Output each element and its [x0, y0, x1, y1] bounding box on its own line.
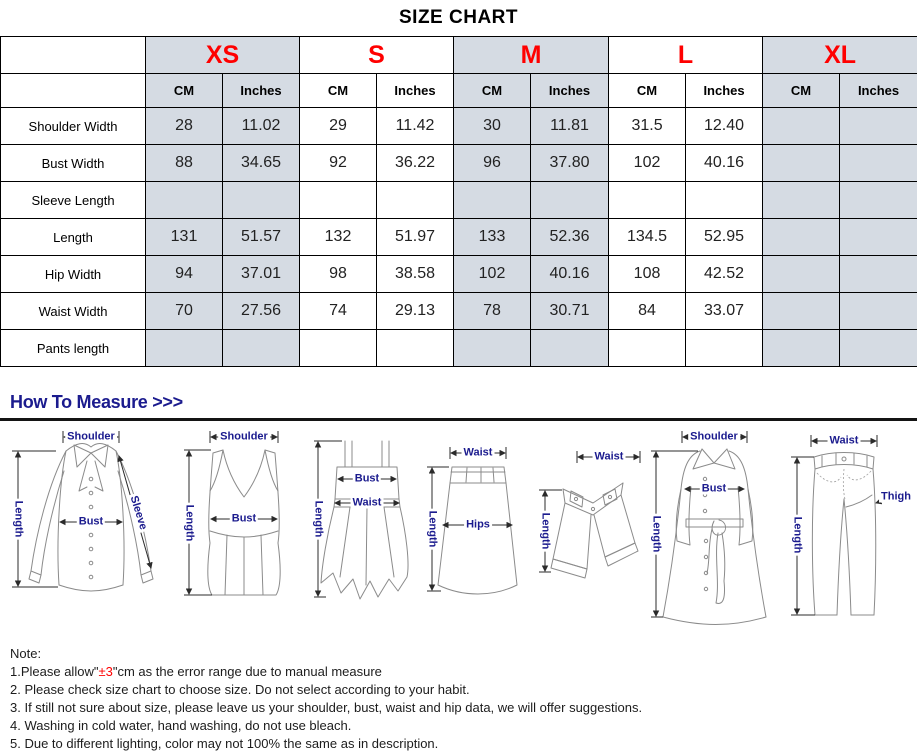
unit-header-row: [1, 74, 917, 108]
table-cell: [300, 330, 377, 367]
table-cell: [531, 330, 609, 367]
table-cell: 12.40: [686, 108, 763, 145]
measure-label-bust: Bust: [230, 514, 258, 525]
measure-label-shoulder: Shoulder: [688, 432, 740, 443]
coat-drawing: [646, 427, 781, 632]
table-cell: [840, 219, 917, 256]
table-cell: [763, 256, 840, 293]
table-cell: 11.02: [223, 108, 300, 145]
corner-cell: [1, 74, 146, 108]
measure-label-bust: Bust: [77, 517, 105, 528]
table-cell: 96: [454, 145, 531, 182]
how-to-measure-heading: How To Measure >>>: [10, 392, 917, 413]
table-row: [1, 330, 917, 367]
table-cell: 51.97: [377, 219, 454, 256]
measure-label-sleeve: Sleeve: [127, 493, 149, 533]
page-title: SIZE CHART: [0, 0, 917, 36]
table-cell: [454, 330, 531, 367]
unit-cm: CM: [146, 74, 223, 108]
row-label: Bust Width: [1, 145, 146, 182]
table-cell: [840, 108, 917, 145]
table-cell: [763, 330, 840, 367]
unit-inches: Inches: [686, 74, 763, 108]
size-header-s: S: [300, 37, 454, 74]
table-cell: 51.57: [223, 219, 300, 256]
measure-label-length: Length: [313, 499, 324, 540]
table-cell: 40.16: [531, 256, 609, 293]
table-cell: 94: [146, 256, 223, 293]
row-label: Pants length: [1, 330, 146, 367]
figure-shorts: [533, 427, 643, 632]
figure-skirt: [425, 427, 530, 632]
note1-suffix: "cm as the error range due to manual measure: [113, 664, 382, 679]
table-cell: [686, 182, 763, 219]
measure-label-length: Length: [13, 499, 24, 540]
measure-label-length: Length: [184, 503, 195, 544]
measure-label-length: Length: [540, 511, 551, 552]
table-cell: [531, 182, 609, 219]
row-label: Length: [1, 219, 146, 256]
table-cell: 42.52: [686, 256, 763, 293]
row-label: Hip Width: [1, 256, 146, 293]
corner-cell: [1, 37, 146, 74]
size-table-body: [1, 108, 917, 367]
measure-label-thigh: Thigh: [879, 492, 913, 503]
table-cell: 30.71: [531, 293, 609, 330]
table-cell: [377, 182, 454, 219]
note-item-1: [10, 663, 907, 681]
blouse-drawing: [6, 427, 176, 632]
size-header-row: [1, 37, 917, 74]
unit-inches: Inches: [840, 74, 917, 108]
unit-cm: CM: [300, 74, 377, 108]
table-cell: 52.36: [531, 219, 609, 256]
table-row: [1, 293, 917, 330]
table-cell: [300, 182, 377, 219]
row-label: Sleeve Length: [1, 182, 146, 219]
unit-inches: Inches: [531, 74, 609, 108]
table-cell: [763, 108, 840, 145]
table-cell: [609, 182, 686, 219]
table-row: [1, 145, 917, 182]
table-cell: 36.22: [377, 145, 454, 182]
size-chart-table: [0, 36, 917, 367]
table-cell: [223, 330, 300, 367]
note-item-2: 2. Please check size chart to choose size. Do not select according to your habit.: [10, 681, 907, 699]
table-cell: [840, 182, 917, 219]
size-header-l: L: [609, 37, 763, 74]
measure-label-shoulder: Shoulder: [65, 432, 117, 443]
table-cell: [686, 330, 763, 367]
table-cell: 84: [609, 293, 686, 330]
table-cell: 102: [609, 145, 686, 182]
table-cell: 40.16: [686, 145, 763, 182]
row-label: Shoulder Width: [1, 108, 146, 145]
figure-blouse: [6, 427, 176, 632]
table-cell: 34.65: [223, 145, 300, 182]
measure-label-waist: Waist: [828, 436, 861, 447]
unit-inches: Inches: [377, 74, 454, 108]
table-cell: 52.95: [686, 219, 763, 256]
measure-label-length: Length: [651, 514, 662, 555]
table-row: [1, 256, 917, 293]
table-row: [1, 182, 917, 219]
table-cell: [146, 182, 223, 219]
notes-section: [0, 635, 917, 753]
size-header-xl: XL: [763, 37, 917, 74]
measure-label-waist: Waist: [351, 498, 384, 509]
figure-dress: [312, 427, 422, 632]
table-cell: [763, 145, 840, 182]
table-cell: [840, 330, 917, 367]
note1-highlight: ±3: [98, 664, 112, 679]
table-cell: 33.07: [686, 293, 763, 330]
figure-pants: [784, 427, 911, 632]
figure-tank-top: [179, 427, 309, 632]
unit-cm: CM: [763, 74, 840, 108]
measure-label-bust: Bust: [700, 484, 728, 495]
table-cell: [377, 330, 454, 367]
measure-label-bust: Bust: [353, 474, 381, 485]
measurement-figures: [0, 421, 917, 635]
row-label: Waist Width: [1, 293, 146, 330]
table-cell: 37.80: [531, 145, 609, 182]
table-cell: 131: [146, 219, 223, 256]
table-cell: 133: [454, 219, 531, 256]
measure-label-length: Length: [792, 515, 803, 556]
table-cell: [146, 330, 223, 367]
note-item-5: 5. Due to different lighting, color may not 100% the same as in description.: [10, 735, 907, 753]
table-cell: 70: [146, 293, 223, 330]
table-cell: 30: [454, 108, 531, 145]
note1-prefix: 1.Please allow": [10, 664, 98, 679]
table-cell: [840, 256, 917, 293]
unit-cm: CM: [609, 74, 686, 108]
table-cell: 11.81: [531, 108, 609, 145]
table-cell: [454, 182, 531, 219]
table-cell: 134.5: [609, 219, 686, 256]
table-cell: 29.13: [377, 293, 454, 330]
dress-drawing: [312, 427, 422, 632]
measure-label-shoulder: Shoulder: [218, 432, 270, 443]
table-cell: 27.56: [223, 293, 300, 330]
table-cell: 88: [146, 145, 223, 182]
table-cell: 37.01: [223, 256, 300, 293]
size-header-m: M: [454, 37, 609, 74]
table-cell: 29: [300, 108, 377, 145]
table-cell: 28: [146, 108, 223, 145]
table-cell: 98: [300, 256, 377, 293]
table-cell: [609, 330, 686, 367]
figure-coat: [646, 427, 781, 632]
table-cell: [763, 219, 840, 256]
table-cell: 31.5: [609, 108, 686, 145]
unit-inches: Inches: [223, 74, 300, 108]
measure-label-waist: Waist: [593, 452, 626, 463]
unit-cm: CM: [454, 74, 531, 108]
measure-label-waist: Waist: [462, 448, 495, 459]
tank-top-drawing: [179, 427, 309, 632]
measure-label-length: Length: [427, 509, 438, 550]
measure-label-hips: Hips: [464, 520, 492, 531]
table-row: [1, 108, 917, 145]
table-cell: 11.42: [377, 108, 454, 145]
note-item-4: 4. Washing in cold water, hand washing, do not use bleach.: [10, 717, 907, 735]
table-cell: 74: [300, 293, 377, 330]
table-cell: 92: [300, 145, 377, 182]
table-cell: 38.58: [377, 256, 454, 293]
table-cell: [840, 145, 917, 182]
note-item-3: 3. If still not sure about size, please leave us your shoulder, bust, waist and hip data, we will offer suggestions.: [10, 699, 907, 717]
table-cell: 78: [454, 293, 531, 330]
table-cell: [840, 293, 917, 330]
notes-heading: Note:: [10, 645, 907, 663]
table-cell: [763, 182, 840, 219]
table-cell: 102: [454, 256, 531, 293]
table-cell: 108: [609, 256, 686, 293]
table-cell: [223, 182, 300, 219]
size-header-xs: XS: [146, 37, 300, 74]
table-row: [1, 219, 917, 256]
table-cell: 132: [300, 219, 377, 256]
table-cell: [763, 293, 840, 330]
